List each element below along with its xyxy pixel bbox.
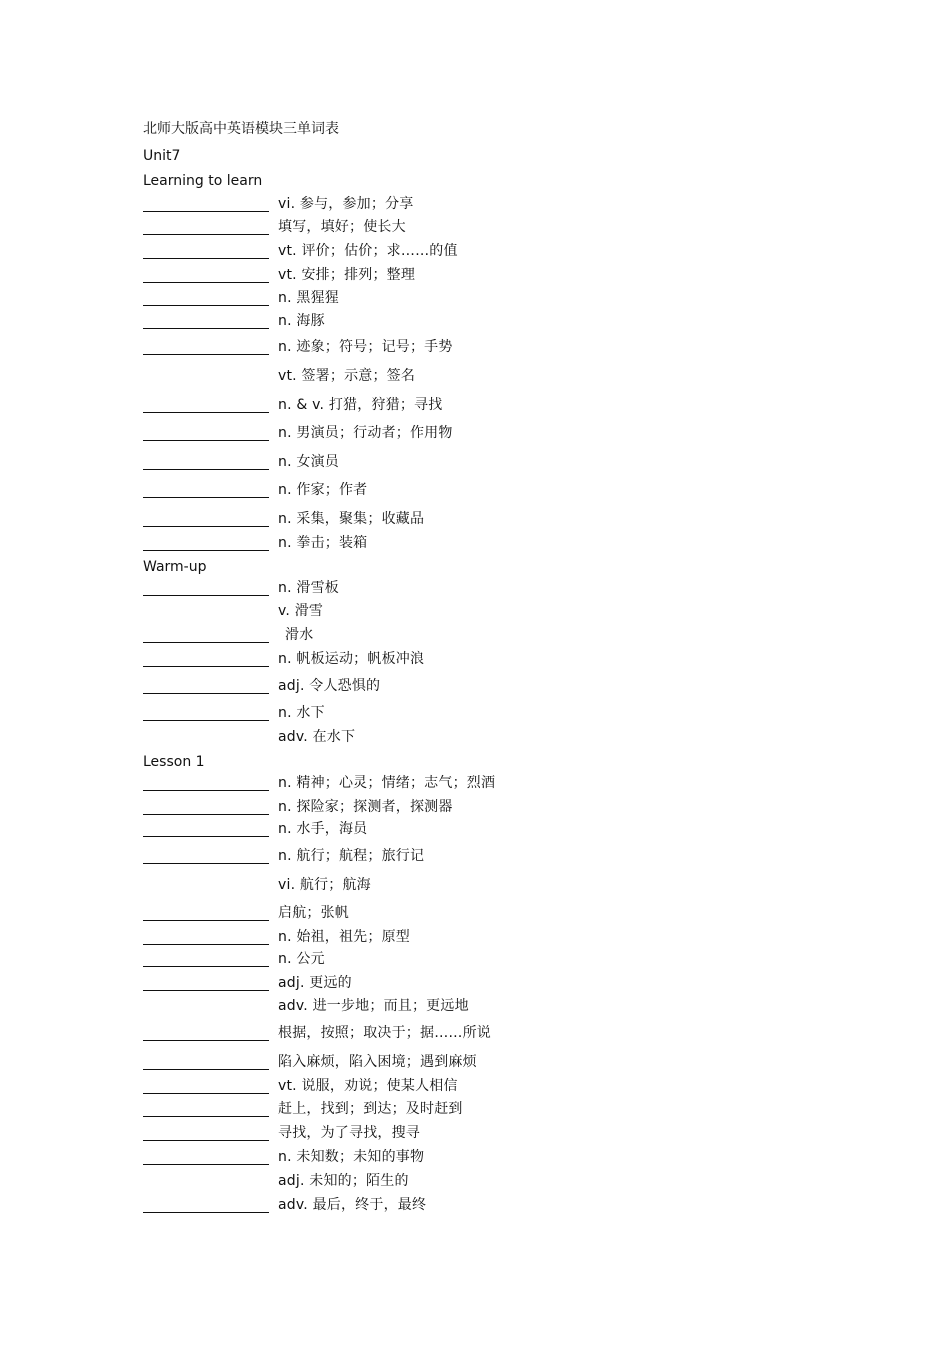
- word-definition: n. 作家；作者: [278, 482, 368, 498]
- word-definition: n. 水手，海员: [278, 821, 368, 837]
- word-definition: n. 未知数；未知的事物: [278, 1149, 425, 1165]
- word-definition: 根据，按照；取决于；据……所说: [278, 1025, 491, 1041]
- fill-in-blank: [143, 234, 269, 235]
- fill-in-blank: [143, 814, 269, 815]
- word-definition: 滑水: [285, 627, 314, 643]
- word-definition: n. 滑雪板: [278, 580, 339, 596]
- fill-in-blank: [143, 1116, 269, 1117]
- word-definition: n. 水下: [278, 705, 325, 721]
- word-definition: n. 公元: [278, 951, 325, 967]
- fill-in-blank: [143, 1212, 269, 1213]
- word-definition: 赶上，找到；到达；及时赶到: [278, 1101, 463, 1117]
- word-definition: vt. 评价；估价；求……的值: [278, 243, 458, 259]
- fill-in-blank: [143, 550, 269, 551]
- fill-in-blank: [143, 440, 269, 441]
- fill-in-blank: [143, 790, 269, 791]
- word-definition: n. 始祖，祖先；原型: [278, 929, 410, 945]
- word-definition: adj. 更远的: [278, 975, 352, 991]
- fill-in-blank: [143, 526, 269, 527]
- fill-in-blank: [143, 258, 269, 259]
- section-heading: Lesson 1: [143, 754, 205, 770]
- fill-in-blank: [143, 305, 269, 306]
- fill-in-blank: [143, 354, 269, 355]
- word-definition: vt. 签署；示意；签名: [278, 368, 416, 384]
- word-definition: adv. 最后，终于，最终: [278, 1197, 427, 1213]
- word-definition: vi. 参与，参加；分享: [278, 196, 414, 212]
- word-definition: n. 精神；心灵；情绪；志气；烈酒: [278, 775, 496, 791]
- fill-in-blank: [143, 282, 269, 283]
- fill-in-blank: [143, 966, 269, 967]
- fill-in-blank: [143, 720, 269, 721]
- word-definition: 填写，填好；使长大: [278, 219, 406, 235]
- fill-in-blank: [143, 920, 269, 921]
- word-definition: n. 海豚: [278, 313, 325, 329]
- fill-in-blank: [143, 1164, 269, 1165]
- fill-in-blank: [143, 944, 269, 945]
- fill-in-blank: [143, 1093, 269, 1094]
- unit-heading: Unit7: [143, 148, 181, 164]
- word-definition: n. 探险家；探测者，探测器: [278, 799, 453, 815]
- word-definition: 陷入麻烦，陷入困境；遇到麻烦: [278, 1054, 477, 1070]
- fill-in-blank: [143, 1069, 269, 1070]
- section-heading: Learning to learn: [143, 173, 263, 189]
- fill-in-blank: [143, 412, 269, 413]
- word-definition: adv. 在水下: [278, 729, 356, 745]
- word-definition: n. & v. 打猎，狩猎；寻找: [278, 397, 443, 413]
- word-definition: 寻找，为了寻找，搜寻: [278, 1125, 420, 1141]
- fill-in-blank: [143, 836, 269, 837]
- fill-in-blank: [143, 595, 269, 596]
- word-definition: vt. 说服，劝说；使某人相信: [278, 1078, 458, 1094]
- word-definition: n. 迹象；符号；记号；手势: [278, 339, 453, 355]
- fill-in-blank: [143, 497, 269, 498]
- fill-in-blank: [143, 328, 269, 329]
- fill-in-blank: [143, 863, 269, 864]
- word-definition: vt. 安排；排列；整理: [278, 267, 416, 283]
- fill-in-blank: [143, 693, 269, 694]
- word-definition: n. 采集，聚集；收藏品: [278, 511, 425, 527]
- word-definition: adj. 未知的；陌生的: [278, 1173, 409, 1189]
- fill-in-blank: [143, 1040, 269, 1041]
- word-definition: n. 男演员；行动者；作用物: [278, 425, 453, 441]
- section-heading: Warm-up: [143, 559, 207, 575]
- word-definition: adv. 进一步地；而且；更远地: [278, 998, 469, 1014]
- word-definition: v. 滑雪: [278, 603, 324, 619]
- fill-in-blank: [143, 666, 269, 667]
- document-title: 北师大版高中英语模块三单词表: [143, 121, 339, 137]
- fill-in-blank: [143, 211, 269, 212]
- fill-in-blank: [143, 1140, 269, 1141]
- word-definition: vi. 航行；航海: [278, 877, 371, 893]
- word-definition: n. 拳击；装箱: [278, 535, 368, 551]
- word-definition: adj. 令人恐惧的: [278, 678, 381, 694]
- fill-in-blank: [143, 642, 269, 643]
- word-definition: 启航；张帆: [278, 905, 349, 921]
- fill-in-blank: [143, 990, 269, 991]
- word-definition: n. 航行；航程；旅行记: [278, 848, 425, 864]
- word-definition: n. 帆板运动；帆板冲浪: [278, 651, 425, 667]
- fill-in-blank: [143, 469, 269, 470]
- word-definition: n. 黑猩猩: [278, 290, 339, 306]
- word-definition: n. 女演员: [278, 454, 339, 470]
